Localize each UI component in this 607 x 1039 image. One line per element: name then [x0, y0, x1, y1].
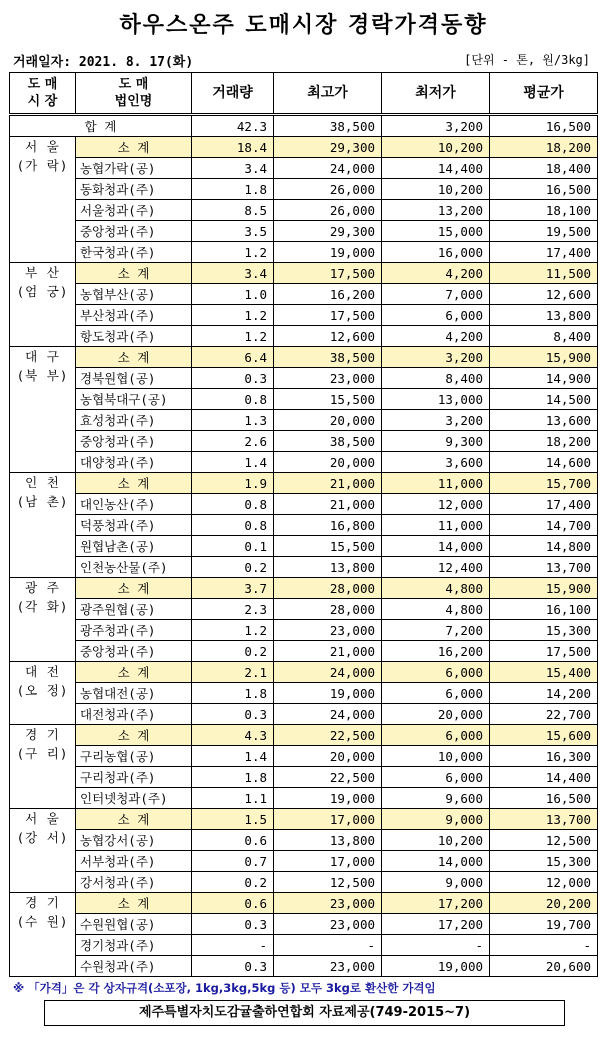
total-volume: 42.3 — [192, 115, 274, 137]
table-row — [10, 305, 598, 326]
avg-price-cell: 15,400 — [490, 662, 598, 683]
table-row — [10, 326, 598, 347]
volume-cell: 0.3 — [192, 956, 274, 977]
firm-cell: 부산청과(주) — [76, 305, 192, 326]
market-name-line: (오 정) — [16, 683, 69, 698]
market-name-line: (남 촌) — [16, 494, 69, 509]
max-price-cell: 26,000 — [274, 179, 382, 200]
avg-price-cell: 18,200 — [490, 431, 598, 452]
subtotal-row — [10, 473, 598, 494]
firm-cell: 수원청과(주) — [76, 956, 192, 977]
min-price-cell: 3,600 — [382, 452, 490, 473]
table-row — [10, 767, 598, 788]
market-name — [10, 662, 76, 725]
max-price-cell: 24,000 — [274, 662, 382, 683]
volume-cell: 0.3 — [192, 368, 274, 389]
volume-cell: 18.4 — [192, 137, 274, 158]
min-price-cell: 8,400 — [382, 368, 490, 389]
avg-price-cell: 13,700 — [490, 809, 598, 830]
min-price-cell: 6,000 — [382, 662, 490, 683]
max-price-cell: 17,000 — [274, 809, 382, 830]
table-row — [10, 683, 598, 704]
min-price-cell: 10,200 — [382, 179, 490, 200]
avg-price-cell: 12,000 — [490, 872, 598, 893]
min-price-cell: 6,000 — [382, 683, 490, 704]
volume-cell: 1.8 — [192, 179, 274, 200]
avg-price-cell: 18,400 — [490, 158, 598, 179]
firm-cell: 중앙청과(주) — [76, 431, 192, 452]
max-price-cell: 22,500 — [274, 767, 382, 788]
min-price-cell: 14,000 — [382, 536, 490, 557]
firm-cell: 강서청과(주) — [76, 872, 192, 893]
min-price-cell: 9,000 — [382, 809, 490, 830]
market-name-line: (수 원) — [16, 914, 69, 929]
min-price-cell: 10,200 — [382, 830, 490, 851]
header-firm-line1: 도 매 — [118, 77, 149, 92]
market-name — [10, 725, 76, 809]
subtotal-row — [10, 137, 598, 158]
avg-price-cell: 13,600 — [490, 410, 598, 431]
market-name — [10, 263, 76, 347]
volume-cell: 0.8 — [192, 494, 274, 515]
subtotal-row — [10, 725, 598, 746]
avg-price-cell: 16,300 — [490, 746, 598, 767]
table-row — [10, 704, 598, 725]
volume-cell: 3.5 — [192, 221, 274, 242]
min-price-cell: 6,000 — [382, 767, 490, 788]
header-market — [10, 73, 76, 115]
min-price-cell: 16,200 — [382, 641, 490, 662]
firm-cell: 광주원협(공) — [76, 599, 192, 620]
min-price-cell: 19,000 — [382, 956, 490, 977]
market-name — [10, 809, 76, 893]
firm-cell: 소 계 — [76, 473, 192, 494]
total-min: 3,200 — [382, 115, 490, 137]
min-price-cell: 12,400 — [382, 557, 490, 578]
avg-price-cell: 14,900 — [490, 368, 598, 389]
avg-price-cell: 19,700 — [490, 914, 598, 935]
footnote: ※ 「가격」은 각 상자규격(소포장, 1kg,3kg,5kg 등) 모두 3kg로 환산한 가격임 — [13, 981, 436, 995]
market-name-line: 경 기 — [25, 727, 60, 742]
table-row — [10, 641, 598, 662]
volume-cell: 2.1 — [192, 662, 274, 683]
table-row — [10, 515, 598, 536]
table-row — [10, 851, 598, 872]
firm-cell: 인터넷청과(주) — [76, 788, 192, 809]
market-name-line: (가 락) — [16, 158, 69, 173]
market-name-line: (엄 궁) — [16, 284, 69, 299]
max-price-cell: 23,000 — [274, 956, 382, 977]
market-name — [10, 473, 76, 578]
volume-cell: 1.2 — [192, 305, 274, 326]
table-row — [10, 956, 598, 977]
firm-cell: 소 계 — [76, 893, 192, 914]
volume-cell: 0.6 — [192, 830, 274, 851]
avg-price-cell: 14,800 — [490, 536, 598, 557]
subtotal-row — [10, 809, 598, 830]
table-row — [10, 788, 598, 809]
volume-cell: 0.3 — [192, 914, 274, 935]
header-market-line1: 도 매 — [27, 77, 58, 92]
avg-price-cell: 20,200 — [490, 893, 598, 914]
volume-cell: 0.2 — [192, 557, 274, 578]
min-price-cell: 11,000 — [382, 473, 490, 494]
firm-cell: 소 계 — [76, 725, 192, 746]
min-price-cell: 4,800 — [382, 599, 490, 620]
table-body — [10, 115, 598, 977]
volume-cell: 1.2 — [192, 242, 274, 263]
max-price-cell: 28,000 — [274, 599, 382, 620]
max-price-cell: 20,000 — [274, 746, 382, 767]
volume-cell: 1.3 — [192, 410, 274, 431]
avg-price-cell: 19,500 — [490, 221, 598, 242]
market-name — [10, 893, 76, 977]
header-firm — [76, 73, 192, 115]
firm-cell: 덕풍청과(주) — [76, 515, 192, 536]
min-price-cell: 14,000 — [382, 851, 490, 872]
firm-cell: 농협가락(공) — [76, 158, 192, 179]
volume-cell: 1.4 — [192, 746, 274, 767]
table-row — [10, 452, 598, 473]
min-price-cell: 11,000 — [382, 515, 490, 536]
min-price-cell: 13,200 — [382, 200, 490, 221]
market-name-line: 부 산 — [25, 265, 60, 280]
min-price-cell: 20,000 — [382, 704, 490, 725]
table-row — [10, 158, 598, 179]
volume-cell: 0.8 — [192, 515, 274, 536]
firm-cell: 소 계 — [76, 662, 192, 683]
table-row — [10, 242, 598, 263]
header-avg: 평균가 — [490, 73, 598, 115]
table-row — [10, 536, 598, 557]
min-price-cell: 6,000 — [382, 725, 490, 746]
firm-cell: 동화청과(주) — [76, 179, 192, 200]
avg-price-cell: 11,500 — [490, 263, 598, 284]
volume-cell: 6.4 — [192, 347, 274, 368]
volume-cell: 2.6 — [192, 431, 274, 452]
total-row — [10, 115, 598, 137]
firm-cell: 소 계 — [76, 347, 192, 368]
table-row — [10, 557, 598, 578]
market-name — [10, 137, 76, 263]
min-price-cell: 10,200 — [382, 137, 490, 158]
table-row — [10, 284, 598, 305]
max-price-cell: 21,000 — [274, 494, 382, 515]
firm-cell: 중앙청과(주) — [76, 641, 192, 662]
firm-cell: 수원원협(공) — [76, 914, 192, 935]
avg-price-cell: 14,500 — [490, 389, 598, 410]
firm-cell: 소 계 — [76, 263, 192, 284]
max-price-cell: 28,000 — [274, 578, 382, 599]
market-name-line: 서 울 — [25, 139, 60, 154]
min-price-cell: 9,300 — [382, 431, 490, 452]
market-name-line: 경 기 — [25, 895, 60, 910]
table-row — [10, 935, 598, 956]
avg-price-cell: 18,200 — [490, 137, 598, 158]
max-price-cell: 20,000 — [274, 452, 382, 473]
max-price-cell: 29,300 — [274, 221, 382, 242]
table-row — [10, 410, 598, 431]
header-volume: 거래량 — [192, 73, 274, 115]
min-price-cell: 14,400 — [382, 158, 490, 179]
table-row — [10, 599, 598, 620]
avg-price-cell: 15,700 — [490, 473, 598, 494]
avg-price-cell: 14,700 — [490, 515, 598, 536]
market-name-line: (구 리) — [16, 746, 69, 761]
min-price-cell: 3,200 — [382, 347, 490, 368]
table-row — [10, 389, 598, 410]
market-name-line: 광 주 — [25, 580, 60, 595]
max-price-cell: 23,000 — [274, 893, 382, 914]
avg-price-cell: 12,600 — [490, 284, 598, 305]
page-title: 하우스온주 도매시장 경락가격동향 — [119, 13, 488, 38]
table-row — [10, 221, 598, 242]
volume-cell: 1.8 — [192, 767, 274, 788]
min-price-cell: 12,000 — [382, 494, 490, 515]
firm-cell: 중앙청과(주) — [76, 221, 192, 242]
max-price-cell: 12,600 — [274, 326, 382, 347]
max-price-cell: 22,500 — [274, 725, 382, 746]
volume-cell: 0.6 — [192, 893, 274, 914]
max-price-cell: 24,000 — [274, 704, 382, 725]
header-max: 최고가 — [274, 73, 382, 115]
subtotal-row — [10, 893, 598, 914]
volume-cell: 4.3 — [192, 725, 274, 746]
min-price-cell: 3,200 — [382, 410, 490, 431]
min-price-cell: 4,200 — [382, 326, 490, 347]
min-price-cell: 17,200 — [382, 914, 490, 935]
firm-cell: 소 계 — [76, 809, 192, 830]
min-price-cell: 7,200 — [382, 620, 490, 641]
max-price-cell: 38,500 — [274, 431, 382, 452]
min-price-cell: 10,000 — [382, 746, 490, 767]
max-price-cell: 26,000 — [274, 200, 382, 221]
avg-price-cell: 15,900 — [490, 347, 598, 368]
min-price-cell: 9,000 — [382, 872, 490, 893]
avg-price-cell: 15,300 — [490, 851, 598, 872]
min-price-cell: 7,000 — [382, 284, 490, 305]
min-price-cell: 13,000 — [382, 389, 490, 410]
volume-cell: 1.4 — [192, 452, 274, 473]
max-price-cell: 23,000 — [274, 620, 382, 641]
market-name-line: 대 전 — [25, 664, 60, 679]
volume-cell: 0.7 — [192, 851, 274, 872]
market-name-line: (각 화) — [16, 599, 69, 614]
table-row — [10, 368, 598, 389]
unit-label: [단위 - 톤, 원/3kg] — [464, 53, 590, 67]
firm-cell: 경기청과(주) — [76, 935, 192, 956]
max-price-cell: 20,000 — [274, 410, 382, 431]
avg-price-cell: 22,700 — [490, 704, 598, 725]
table-row — [10, 830, 598, 851]
avg-price-cell: 16,500 — [490, 179, 598, 200]
firm-cell: 구리청과(주) — [76, 767, 192, 788]
volume-cell: 1.2 — [192, 326, 274, 347]
firm-cell: 항도청과(주) — [76, 326, 192, 347]
volume-cell: 1.2 — [192, 620, 274, 641]
trade-date: 거래일자: 2021. 8. 17(화) — [13, 55, 194, 70]
max-price-cell: 19,000 — [274, 242, 382, 263]
max-price-cell: 15,500 — [274, 389, 382, 410]
volume-cell: 8.5 — [192, 200, 274, 221]
max-price-cell: 38,500 — [274, 347, 382, 368]
table-row — [10, 431, 598, 452]
subtotal-row — [10, 578, 598, 599]
volume-cell: 0.8 — [192, 389, 274, 410]
max-price-cell: 12,500 — [274, 872, 382, 893]
firm-cell: 대인농산(주) — [76, 494, 192, 515]
price-table — [9, 72, 598, 977]
volume-cell: 0.3 — [192, 704, 274, 725]
avg-price-cell: 17,400 — [490, 494, 598, 515]
firm-cell: 서울청과(주) — [76, 200, 192, 221]
firm-cell: 소 계 — [76, 578, 192, 599]
firm-cell: 대양청과(주) — [76, 452, 192, 473]
table-row — [10, 200, 598, 221]
volume-cell: 1.9 — [192, 473, 274, 494]
max-price-cell: 23,000 — [274, 914, 382, 935]
max-price-cell: 19,000 — [274, 683, 382, 704]
max-price-cell: 17,500 — [274, 263, 382, 284]
subtotal-row — [10, 263, 598, 284]
avg-price-cell: 14,600 — [490, 452, 598, 473]
header-min: 최저가 — [382, 73, 490, 115]
volume-cell: 1.0 — [192, 284, 274, 305]
avg-price-cell: - — [490, 935, 598, 956]
firm-cell: 효성청과(주) — [76, 410, 192, 431]
max-price-cell: 29,300 — [274, 137, 382, 158]
table-row — [10, 179, 598, 200]
market-name-line: 서 울 — [25, 811, 60, 826]
firm-cell: 광주청과(주) — [76, 620, 192, 641]
min-price-cell: 4,800 — [382, 578, 490, 599]
firm-cell: 인천농산물(주) — [76, 557, 192, 578]
max-price-cell: 24,000 — [274, 158, 382, 179]
max-price-cell: 17,000 — [274, 851, 382, 872]
avg-price-cell: 15,300 — [490, 620, 598, 641]
volume-cell: 3.7 — [192, 578, 274, 599]
avg-price-cell: 8,400 — [490, 326, 598, 347]
max-price-cell: 13,800 — [274, 557, 382, 578]
firm-cell: 농협북대구(공) — [76, 389, 192, 410]
header-row — [10, 73, 598, 115]
market-name-line: (강 서) — [16, 830, 69, 845]
max-price-cell: 23,000 — [274, 368, 382, 389]
max-price-cell: 16,200 — [274, 284, 382, 305]
table-row — [10, 494, 598, 515]
volume-cell: 3.4 — [192, 158, 274, 179]
min-price-cell: - — [382, 935, 490, 956]
min-price-cell: 4,200 — [382, 263, 490, 284]
market-name-line: (북 부) — [16, 368, 69, 383]
avg-price-cell: 17,400 — [490, 242, 598, 263]
max-price-cell: 21,000 — [274, 641, 382, 662]
volume-cell: 1.1 — [192, 788, 274, 809]
volume-cell: - — [192, 935, 274, 956]
avg-price-cell: 13,800 — [490, 305, 598, 326]
max-price-cell: 17,500 — [274, 305, 382, 326]
table-row — [10, 620, 598, 641]
header-market-line2: 시 장 — [27, 94, 58, 109]
total-avg: 16,500 — [490, 115, 598, 137]
min-price-cell: 17,200 — [382, 893, 490, 914]
avg-price-cell: 15,900 — [490, 578, 598, 599]
firm-cell: 경북원협(공) — [76, 368, 192, 389]
avg-price-cell: 14,200 — [490, 683, 598, 704]
volume-cell: 0.2 — [192, 641, 274, 662]
max-price-cell: 16,800 — [274, 515, 382, 536]
volume-cell: 1.5 — [192, 809, 274, 830]
avg-price-cell: 15,600 — [490, 725, 598, 746]
header-firm-line2: 법인명 — [114, 94, 153, 109]
max-price-cell: 15,500 — [274, 536, 382, 557]
avg-price-cell: 20,600 — [490, 956, 598, 977]
market-name-line: 대 구 — [25, 349, 60, 364]
min-price-cell: 6,000 — [382, 305, 490, 326]
volume-cell: 2.3 — [192, 599, 274, 620]
source-box: 제주특별자치도감귤출하연합회 자료제공(749-2015~7) — [44, 1000, 565, 1026]
total-label: 합 계 — [10, 115, 192, 137]
firm-cell: 농협부산(공) — [76, 284, 192, 305]
market-name — [10, 578, 76, 662]
table-row — [10, 872, 598, 893]
avg-price-cell: 14,400 — [490, 767, 598, 788]
max-price-cell: 21,000 — [274, 473, 382, 494]
avg-price-cell: 16,100 — [490, 599, 598, 620]
market-name-line: 인 천 — [25, 475, 60, 490]
max-price-cell: 19,000 — [274, 788, 382, 809]
avg-price-cell: 18,100 — [490, 200, 598, 221]
firm-cell: 구리농협(공) — [76, 746, 192, 767]
volume-cell: 0.2 — [192, 872, 274, 893]
market-name — [10, 347, 76, 473]
max-price-cell: 13,800 — [274, 830, 382, 851]
avg-price-cell: 12,500 — [490, 830, 598, 851]
avg-price-cell: 13,700 — [490, 557, 598, 578]
volume-cell: 3.4 — [192, 263, 274, 284]
table-row — [10, 746, 598, 767]
volume-cell: 0.1 — [192, 536, 274, 557]
min-price-cell: 15,000 — [382, 221, 490, 242]
firm-cell: 소 계 — [76, 137, 192, 158]
firm-cell: 원협남촌(공) — [76, 536, 192, 557]
volume-cell: 1.8 — [192, 683, 274, 704]
firm-cell: 한국청과(주) — [76, 242, 192, 263]
firm-cell: 서부청과(주) — [76, 851, 192, 872]
avg-price-cell: 16,500 — [490, 788, 598, 809]
min-price-cell: 16,000 — [382, 242, 490, 263]
firm-cell: 농협대전(공) — [76, 683, 192, 704]
firm-cell: 대전청과(주) — [76, 704, 192, 725]
max-price-cell: - — [274, 935, 382, 956]
avg-price-cell: 17,500 — [490, 641, 598, 662]
subtotal-row — [10, 347, 598, 368]
table-row — [10, 914, 598, 935]
min-price-cell: 9,600 — [382, 788, 490, 809]
subtotal-row — [10, 662, 598, 683]
firm-cell: 농협강서(공) — [76, 830, 192, 851]
total-max: 38,500 — [274, 115, 382, 137]
